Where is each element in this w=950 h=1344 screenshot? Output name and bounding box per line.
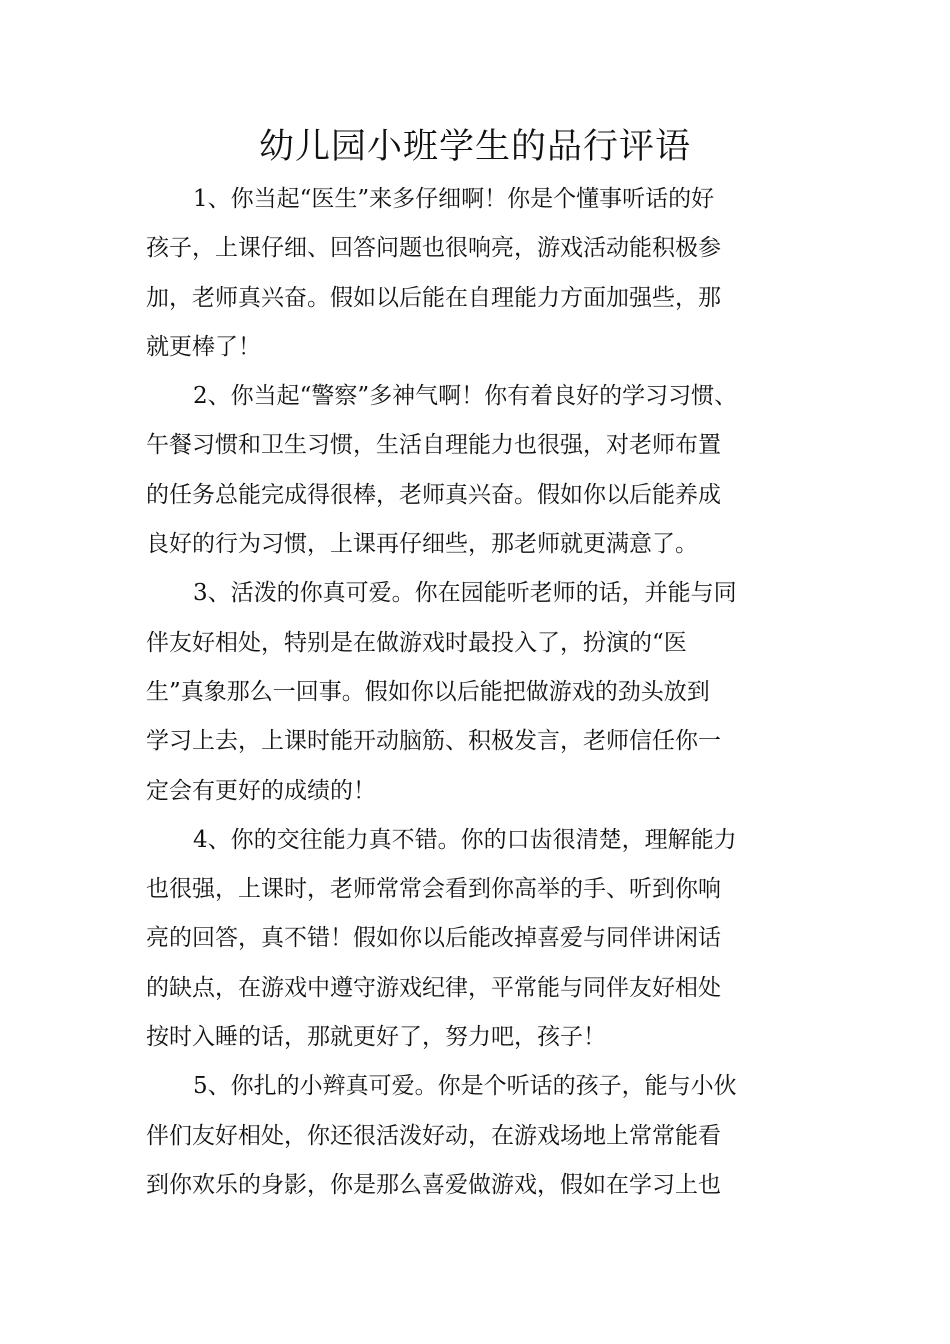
text-line: 的任务总能完成得很棒，老师真兴奋。假如你以后能养成 [146,481,721,508]
text-line: 亮的回答，真不错！假如你以后能改掉喜爱与同伴讲闲话 [146,925,721,952]
paragraph [146,569,806,815]
paragraph [146,1062,806,1210]
text-line: 孩子，上课仔细、回答问题也很响亮，游戏活动能积极参 [146,235,721,262]
text-line: 的缺点，在游戏中遵守游戏纪律，平常能与同伴友好相处 [146,974,721,1001]
text-line: 良好的行为习惯，上课再仔细些，那老师就更满意了。 [146,531,698,558]
paragraph [146,816,806,1062]
paragraph [146,372,806,569]
text-line: 加，老师真兴奋。假如以后能在自理能力方面加强些，那 [146,284,721,311]
text-line: 5、你扎的小辫真可爱。你是个听话的孩子，能与小伙 [193,1073,737,1100]
text-line: 伴友好相处，特别是在做游戏时最投入了，扮演的“医 [146,629,687,656]
text-line: 3、活泼的你真可爱。你在园能听老师的话，并能与同 [193,580,737,607]
text-line: 学习上去，上课时能开动脑筋、积极发言，老师信任你一 [146,728,721,755]
text-line: 也很强，上课时，老师常常会看到你高举的手、听到你响 [146,876,721,903]
document-body [146,175,806,1210]
text-line: 1、你当起“医生”来多仔细啊！你是个懂事听话的好 [193,186,715,212]
text-line: 午餐习惯和卫生习惯，生活自理能力也很强，对老师布置 [146,432,721,459]
text-line: 就更棒了！ [146,333,261,360]
text-line: 伴们友好相处，你还很活泼好动，在游戏场地上常常能看 [146,1122,721,1149]
text-line: 定会有更好的成绩的！ [146,777,376,804]
paragraph [146,175,806,372]
text-line: 按时入睡的话，那就更好了，努力吧，孩子！ [146,1024,606,1051]
text-line: 到你欢乐的身影，你是那么喜爱做游戏，假如在学习上也 [146,1171,721,1198]
document-title: 幼儿园小班学生的品行评语 [258,127,691,167]
text-line: 2、你当起“警察”多神气啊！你有着良好的学习习惯、 [193,383,738,410]
text-line: 4、你的交往能力真不错。你的口齿很清楚，理解能力 [193,826,737,853]
text-line: 生”真象那么一回事。假如你以后能把做游戏的劲头放到 [146,678,710,705]
